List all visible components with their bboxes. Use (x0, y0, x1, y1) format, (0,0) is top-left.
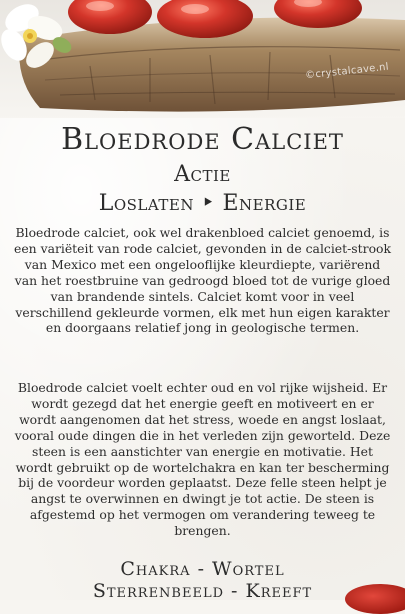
page-title: Bloedrode Calciet (61, 122, 344, 157)
info-card (0, 118, 405, 600)
header-photo (0, 0, 405, 120)
crystal-photo-illustration (0, 0, 405, 120)
subtitle-keywords: Loslaten ‣ Energie (98, 191, 307, 216)
description-paragraph-2: Bloedrode calciet voelt echter oud en vol rijke wijsheid. Er wordt gezegd dat het energie geeft en motiveert en er wordt aangenomen dat het stress, woede en angst loslaat, vooral oude dingen die in het verleden zijn geworteld. Deze steen is een aanstichter van energie en motivatie. Het wordt gebruikt op de wortelchakra en kan ter bescherming bij de voordeur worden geplaatst. Deze felle steen helpt je angst te overwinnen en dwingt je tot actie. De steen is afgestemd op het vermogen om verandering teweeg te brengen. (14, 380, 391, 539)
zodiac-label: Sterrenbeeld - Kreeft (92, 580, 313, 602)
chakra-label: Chakra - Wortel (120, 558, 285, 580)
subtitle-action: Actie (174, 162, 231, 187)
watermark: ©crystalcave.nl (304, 61, 390, 82)
corner-stone (345, 584, 405, 614)
description-paragraph-1: Bloedrode calciet, ook wel drakenbloed calciet genoemd, is een variëteit van rode calciet, gevonden in de calciet-strook van Mexico met een ongelooflijke kleurdiepte, variërend van het roestbruine van gedroogd bloed tot de vurige gloed van brandende sintels. Calciet komt voor in veel verschillend gekleurde vormen, elk met hun eigen karakter en doorgaans relatief jong in geologische termen. (13, 225, 391, 336)
